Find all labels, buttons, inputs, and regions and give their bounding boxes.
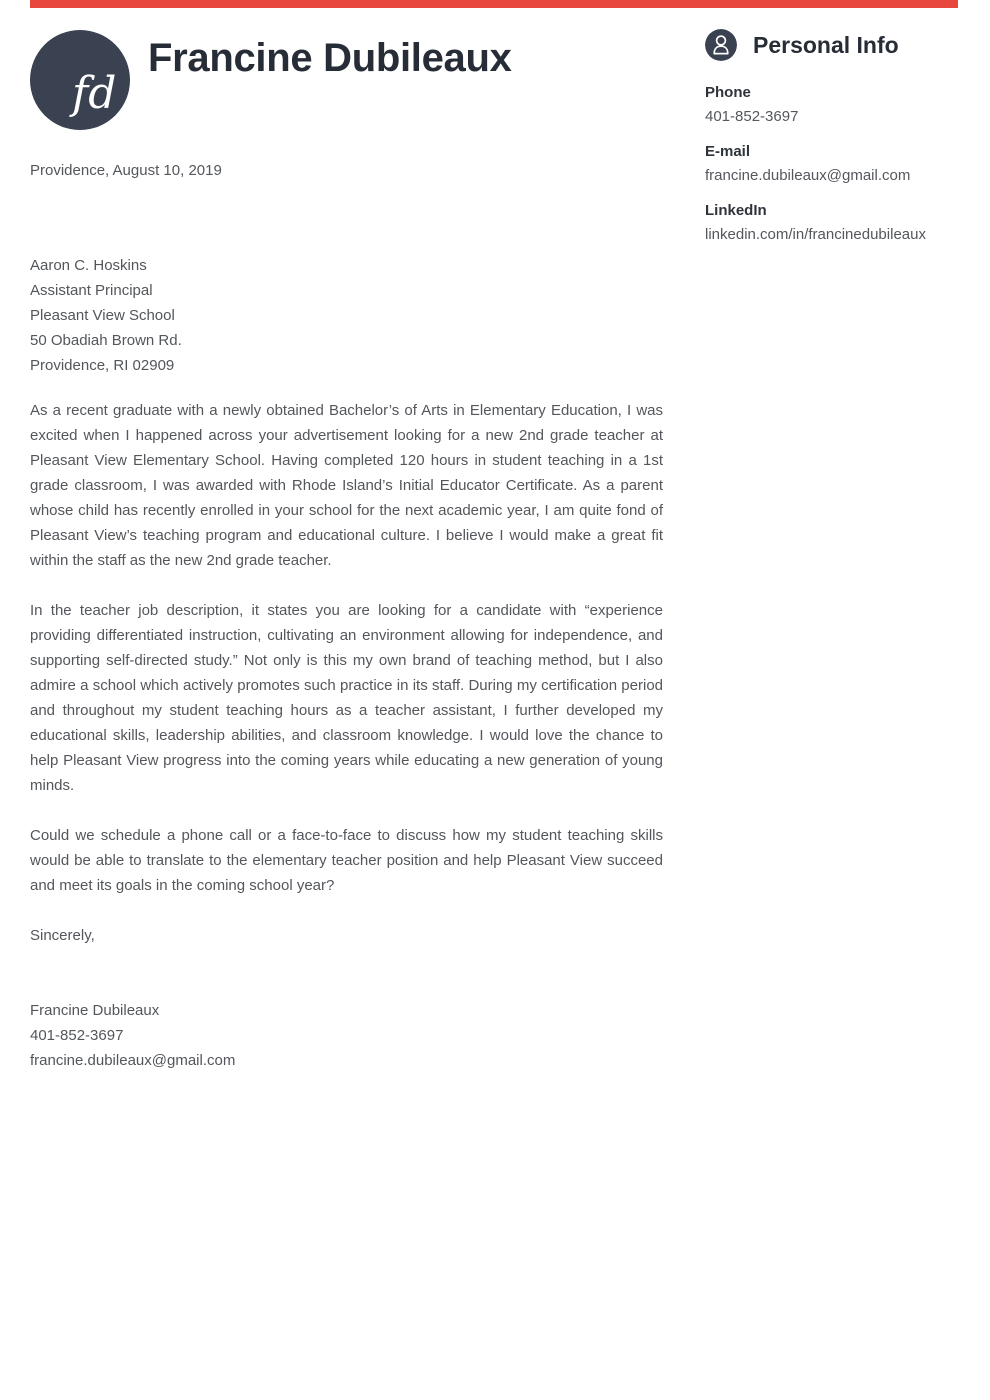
recipient-city: Providence, RI 02909 xyxy=(30,357,175,374)
avatar-monogram: fd xyxy=(72,68,117,119)
contact-label: Phone xyxy=(705,84,751,101)
contact-item-linkedin xyxy=(705,199,960,247)
contact-label: E-mail xyxy=(705,143,751,160)
accent-top-bar xyxy=(30,0,958,8)
signature-block xyxy=(30,998,235,1073)
contact-item-email xyxy=(705,140,960,188)
personal-info-header xyxy=(705,29,960,61)
recipient-street: 50 Obadiah Brown Rd. xyxy=(30,332,182,349)
signature-phone: 401-852-3697 xyxy=(30,1027,124,1044)
avatar xyxy=(30,30,130,130)
signature-name: Francine Dubileaux xyxy=(30,1002,160,1019)
contact-label: LinkedIn xyxy=(705,202,767,219)
contact-value: linkedin.com/in/francinedubileaux xyxy=(705,226,926,243)
recipient-name: Aaron C. Hoskins xyxy=(30,257,147,274)
recipient-organization: Pleasant View School xyxy=(30,307,175,324)
closing-line: Sincerely, xyxy=(30,927,95,944)
signature-email: francine.dubileaux@gmail.com xyxy=(30,1052,236,1069)
recipient-block xyxy=(30,253,182,378)
page-title: Francine Dubileaux xyxy=(148,36,512,80)
recipient-title: Assistant Principal xyxy=(30,282,153,299)
contact-value: 401-852-3697 xyxy=(705,108,799,125)
personal-info-section xyxy=(705,29,960,258)
contact-value: francine.dubileaux@gmail.com xyxy=(705,167,911,184)
contact-item-phone xyxy=(705,81,960,129)
body-paragraph: As a recent graduate with a newly obtained Bachelor’s of Arts in Elementary Education, I was excited when I happened across your advertisement looking for a new 2nd grade teacher at Pleasant View Elementary School. Having completed 120 hours in student teaching in a 1st grade classroom, I was awarded with Rhode Island’s Initial Educator Certificate. As a parent whose child has recently enrolled in your school for the next academic year, I am quite fond of Pleasant View’s teaching program and educational culture. I believe I would make a great fit within the staff as the new 2nd grade teacher. xyxy=(30,402,663,569)
person-icon xyxy=(705,29,737,61)
body-paragraph: In the teacher job description, it states you are looking for a candidate with “experience providing differentiated instruction, cultivating an environment allowing for independence, and supporting self-directed study.” Not only is this my own brand of teaching method, but I also admire a school which actively promotes such practice in its staff. During my certification period and throughout my student teaching hours as a teacher assistant, I further developed my educational skills, leadership abilities, and classroom knowledge. I would love the chance to help Pleasant View progress into the coming years while educating a new generation of young minds. xyxy=(30,602,663,794)
sidebar-title: Personal Info xyxy=(753,31,899,58)
date-line: Providence, August 10, 2019 xyxy=(30,162,222,179)
body-paragraph: Could we schedule a phone call or a face-to-face to discuss how my student teaching skills would be able to translate to the elementary teacher position and help Pleasant View succeed and meet its goals in the coming school year? xyxy=(30,827,663,894)
